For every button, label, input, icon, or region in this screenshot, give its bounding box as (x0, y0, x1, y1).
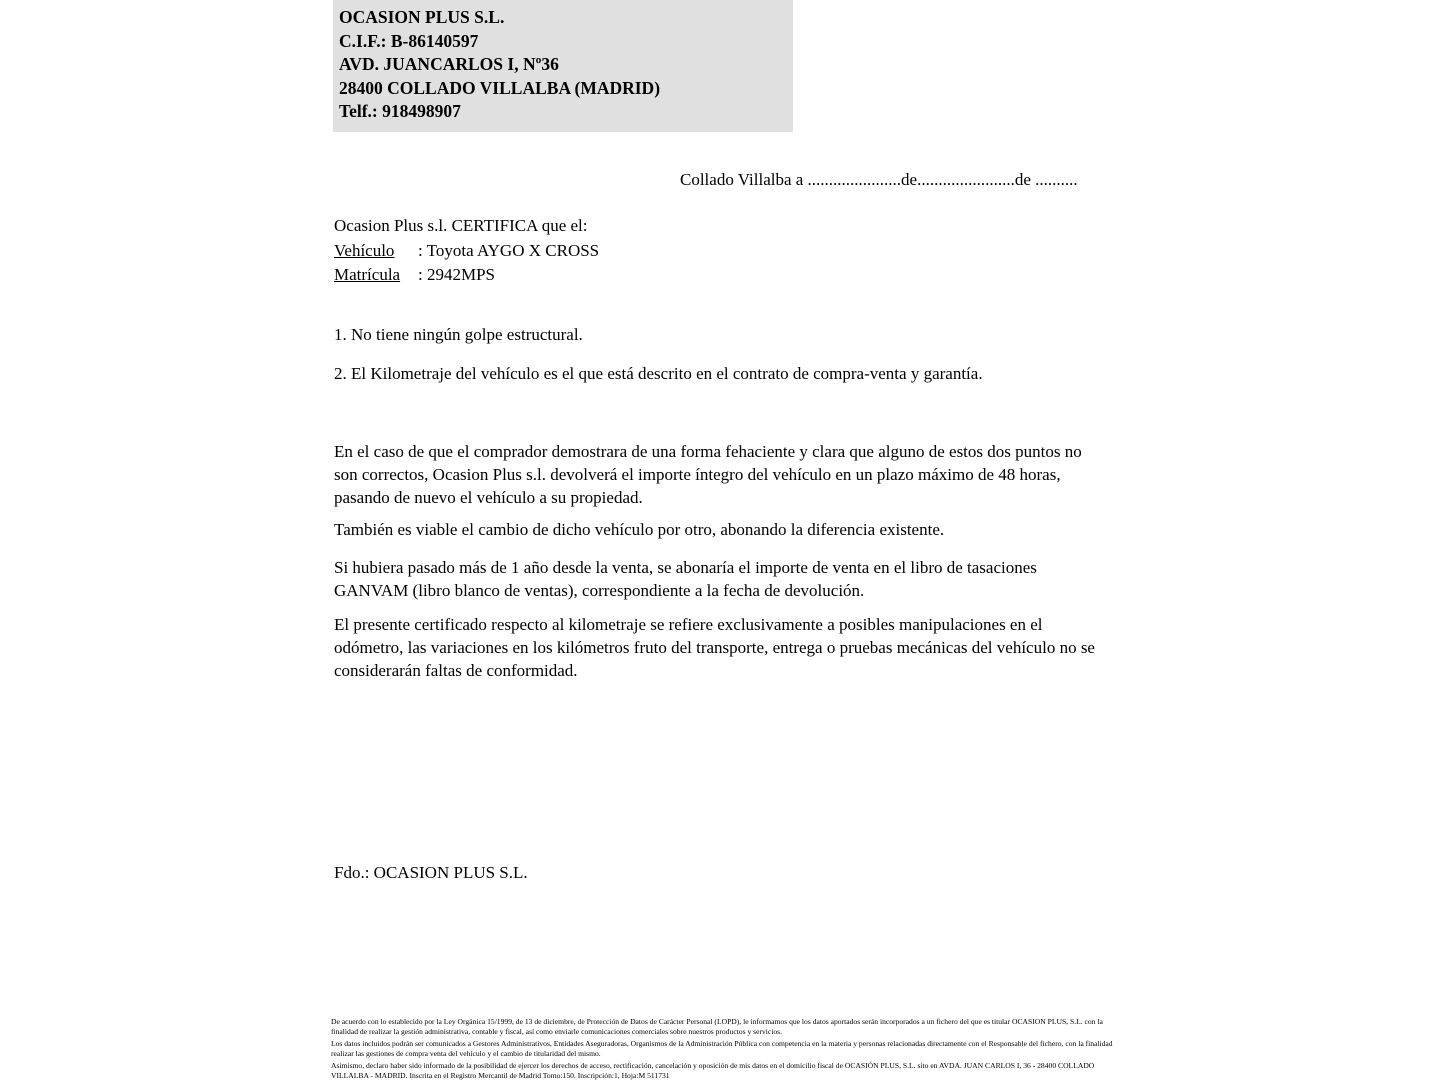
plate-value: : 2942MPS (418, 265, 495, 284)
signature-line: Fdo.: OCASION PLUS S.L. (334, 863, 528, 882)
paragraph-refund: En el caso de que el comprador demostrara de una forma fehaciente y clara que alguno de estos dos puntos no son correctos, Ocasion Plus s.l. devolverá el importe íntegro del vehículo en un plazo máximo de 48 horas, pasando de nuevo el vehículo a su propiedad. (334, 442, 1082, 507)
vehicle-value: : Toyota AYGO X CROSS (418, 240, 600, 260)
company-city: 28400 COLLADO VILLALBA (MADRID) (339, 77, 661, 98)
certification-block (334, 214, 599, 288)
company-header-block (333, 0, 793, 132)
paragraph-odometer: El presente certificado respecto al kilometraje se refiere exclusivamente a posibles manipulaciones en el odómetro, las variaciones en los kilómetros fruto del transporte, entrega o pruebas mecánicas del vehículo no se considerarán faltas de conformidad. (334, 615, 1095, 680)
point-2: 2. El Kilometraje del vehículo es el que está descrito en el contrato de compra-venta y garantía. (334, 364, 983, 383)
plate-row (334, 263, 599, 288)
company-name: OCASION PLUS S.L. (339, 7, 505, 27)
legal-paragraph-1: De acuerdo con lo establecido por la Ley Orgánica 15/1999, de 13 de diciembre, de Protección de Datos de Carácter Personal (LOPD), le informamos que los datos aportados serán incorporados a un fichero del que es titular OCASION PLUS, S.L. con la finalidad de realizar la gestión administrativa, contable y fiscal, así como enviarle comunicaciones comerciales sobre nuestros productos y servicios. (331, 1017, 1103, 1036)
vehicle-label: Vehículo (334, 240, 395, 260)
paragraph-ganvam: Si hubiera pasado más de 1 año desde la venta, se abonaría el importe de venta en el libro de tasaciones GANVAM (libro blanco de ventas), correspondiente a la fecha de devolución. (334, 558, 1037, 600)
date-line: Collado Villalba a ......................de.......................de .......... (680, 170, 1078, 189)
legal-footer (331, 1017, 1121, 1081)
legal-paragraph-2: Los datos incluidos podrán ser comunicados a Gestores Administrativos, Entidades Aseguradoras, Organismos de la Administración Pública con competencia en la materia y personas relacionadas directamente con el Responsable del fichero, con la finalidad realizar las gestiones de compra venta del vehículo y el cambio de titularidad del mismo. (331, 1039, 1113, 1058)
point-1: 1. No tiene ningún golpe estructural. (334, 325, 583, 344)
certifica-intro: Ocasion Plus s.l. CERTIFICA que el: (334, 216, 588, 235)
company-address: AVD. JUANCARLOS I, Nº36 (339, 54, 559, 74)
company-phone: Telf.: 918498907 (339, 101, 461, 121)
vehicle-row (334, 239, 599, 264)
company-cif: C.I.F.: B-86140597 (339, 30, 479, 51)
paragraph-exchange: También es viable el cambio de dicho vehículo por otro, abonando la diferencia existente. (334, 520, 945, 539)
plate-label: Matrícula (334, 265, 401, 284)
legal-paragraph-3: Asimismo, declaro haber sido informado de la posibilidad de ejercer los derechos de acceso, rectificación, cancelación y oposición de mis datos en el domicilio fiscal de OCASIÓN PLUS, S.L. sito en AVDA. JUAN CARLOS I, 36 - 28400 COLLADO VILLALBA - MADRID. Inscrita en el Registro Mercantil de Madrid Tomo:150. Inscripción:1, Hoja:M 511731 (331, 1061, 1095, 1080)
